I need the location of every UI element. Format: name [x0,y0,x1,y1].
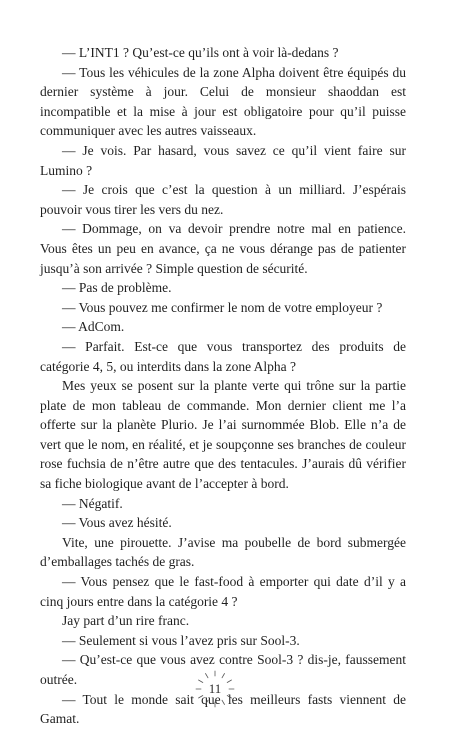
paragraph: — Je crois que c’est la question à un milliard. J’espérais pouvoir vous tirer les vers du nez. [40,182,406,217]
paragraph: — Tout le monde sait que les meilleurs fasts viennent de Gamat. [40,691,406,727]
paragraph: Vite, une pirouette. J’avise ma poubelle de bord submergée d’emballages tachés de gras. [40,534,406,570]
paragraph: — Vous pouvez me confirmer le nom de votre employeur ? [62,299,383,315]
paragraph: — Vous avez hésité. [62,515,172,531]
paragraph: Jay part d’un rire franc. [62,613,190,629]
paragraph: Mes yeux se posent sur la plante verte qui trône sur la partie plate de mon tableau de commande. Mon dernier client me l’a offerte sur la planète Plurio. Je l’ai surnommée Blob. Elle n’a de vert que le nom, en réalité, et je soupçonne ses branches de couleur rose fuchsia de n’être autre que des tentacules. J’aurais dû vérifier sa fiche biologique avant de l’accepter à bord. [40,378,406,492]
paragraph: — L’INT1 ? Qu’est-ce qu’ils ont à voir là-dedans ? [62,45,339,60]
page-number: 11 [208,681,222,696]
page-footer [195,669,235,709]
paragraph: — Qu’est-ce que vous avez contre Sool-3 ? dis-je, faussement outrée. [40,652,406,687]
body-text [40,43,406,729]
paragraph: — Négatif. [62,495,123,511]
paragraph: — Seulement si vous l’avez pris sur Sool-3. [62,632,300,648]
paragraph: — Dommage, on va devoir prendre notre mal en patience. Vous êtes un peu en avance, ça ne vous dérange pas de patienter jusqu’à son arrivée ? Simple question de sécurité. [40,221,406,276]
paragraph: — Je vois. Par hasard, vous savez ce qu’il vient faire sur Lumino ? [40,142,406,178]
paragraph: — Pas de problème. [62,280,172,296]
paragraph: — Tous les véhicules de la zone Alpha doivent être équipés du dernier système à jour. Celui de monsieur shaoddan est incompatible et la mise à jour est obligatoire pour qu’il puisse communiquer avec les autres vaisseaux. [40,64,406,139]
paragraph: — Parfait. Est-ce que vous transportez des produits de catégorie 4, 5, ou interdits dans la zone Alpha ? [40,338,406,374]
paragraph: — AdCom. [62,319,125,335]
paragraph: — Vous pensez que le fast-food à emporter qui date d’il y a cinq jours entre dans la catégorie 4 ? [40,574,406,609]
